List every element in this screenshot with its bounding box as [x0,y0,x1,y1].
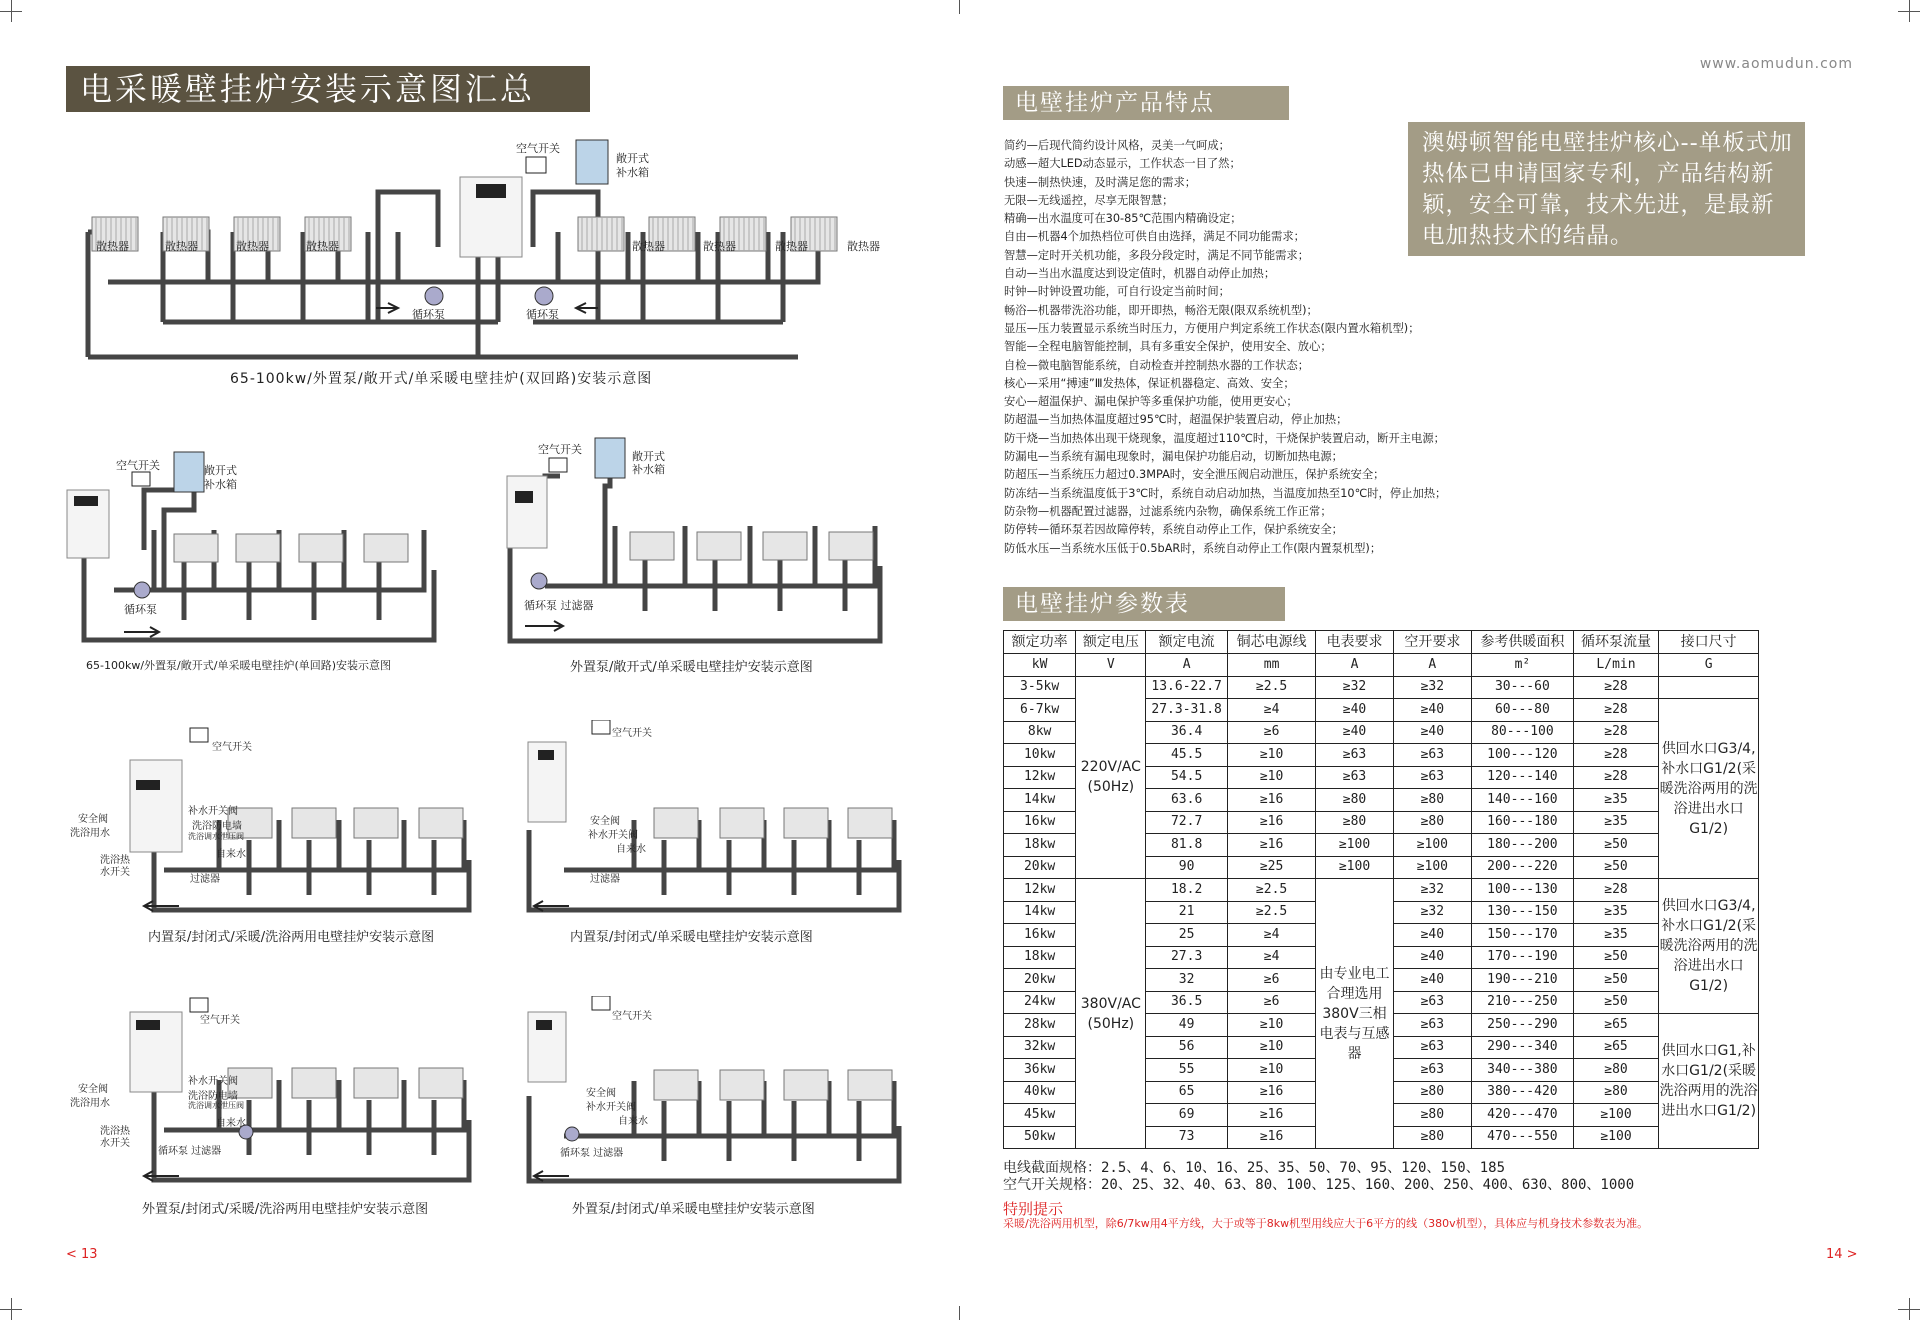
table-cell: ≥16 [1227,811,1316,834]
label-tank-2: 补水箱 [616,166,649,179]
table-cell: ≥63 [1393,1036,1471,1059]
label-bath-switch-2: 水开关 [100,867,130,878]
page-title: 电采暖壁挂炉安装示意图汇总 [66,66,590,112]
page-number-left: < 13 [66,1247,98,1262]
diagram-external-single [524,996,924,1190]
table-cell: 73 [1146,1126,1227,1149]
air-switch-box [549,458,567,472]
table-cell: ≥40 [1316,699,1393,722]
label-bath-scald: 洗浴防电墙 [188,1091,238,1102]
label-pump: 循环泵 [412,308,445,321]
table-cell: ≥80 [1393,789,1471,812]
table-header-cell: 电表要求 [1316,631,1393,654]
table-cell: 100---130 [1472,879,1574,902]
pump-icon [425,287,443,305]
table-unit-cell: A [1146,654,1227,677]
table-cell: ≥16 [1227,1104,1316,1127]
diagram-internal-dual [64,720,494,920]
diagram-external-dual [64,990,494,1190]
feature-item: 无限—无线遥控，尽享无限智慧； [1004,193,1174,207]
table-unit-cell: mm [1227,654,1316,677]
table-cell: 13.6-22.7 [1146,676,1227,699]
feature-item: 防干烧—当加热体出现干烧现象，温度超过110℃时，干烧保护装置启动，断开主电源； [1004,431,1445,445]
feature-item: 畅浴—机器带洗浴功能，即开即热，畅浴无限(限双系统机型)； [1004,303,1318,317]
table-cell: 120---140 [1472,766,1574,789]
diagram-caption: 外置泵/敞开式/单采暖电壁挂炉安装示意图 [570,660,813,675]
table-cell: ≥63 [1393,991,1471,1014]
table-cell: ≥50 [1573,991,1658,1014]
table-cell: 81.8 [1146,834,1227,857]
table-cell: 32 [1146,969,1227,992]
table-merged-cell: 供回水口G3/4,补水口G1/2(采暖洗浴两用的洗浴进出水口G1/2) [1659,699,1759,879]
table-cell: ≥50 [1573,946,1658,969]
air-switch-box [592,720,610,734]
label-air-switch: 空气开关 [116,459,160,472]
table-cell: ≥10 [1227,1014,1316,1037]
table-cell: ≥40 [1393,699,1471,722]
table-cell: 90 [1146,856,1227,879]
table-cell: 55 [1146,1059,1227,1082]
table-cell: ≥35 [1573,901,1658,924]
pump-icon [134,582,150,598]
crop-mark [1909,1298,1910,1320]
wire-spec: 电线截面规格：2.5、4、6、10、16、25、35、50、70、95、120、150、185 [1003,1160,1506,1176]
table-cell: ≥2.5 [1227,676,1316,699]
label-air-switch: 空气开关 [538,443,582,456]
label-tap-water: 自来水 [618,1116,648,1127]
table-header-cell: 额定电流 [1146,631,1227,654]
table-row [1004,879,1759,902]
label-tap-water: 自来水 [216,849,246,860]
table-merged-cell: 供回水口G3/4,补水口G1/2(采暖洗浴两用的洗浴进出水口G1/2) [1659,879,1759,1014]
label-radiator: 散热器 [775,240,808,253]
crop-mark [1909,0,1910,22]
table-cell: ≥100 [1393,856,1471,879]
table-cell: 340---380 [1472,1059,1574,1082]
feature-item: 自动—当出水温度达到设定值时，机器自动停止加热； [1004,267,1276,281]
table-unit-cell: m² [1472,654,1574,677]
table-cell: ≥100 [1573,1126,1658,1149]
table-cell: 190---210 [1472,969,1574,992]
table-cell: ≥35 [1573,811,1658,834]
table-cell: ≥6 [1227,721,1316,744]
table-cell: ≥63 [1393,744,1471,767]
params-table [1003,630,1759,1149]
table-cell: ≥32 [1316,676,1393,699]
label-pump-filter: 循环泵 过滤器 [524,599,594,612]
table-cell: 27.3 [1146,946,1227,969]
table-cell: 72.7 [1146,811,1227,834]
pump-icon [535,287,553,305]
table-cell: 140---160 [1472,789,1574,812]
table-cell: 180---200 [1472,834,1574,857]
table-cell: 27.3-31.8 [1146,699,1227,722]
table-cell: 63.6 [1146,789,1227,812]
table-cell: ≥80 [1393,1126,1471,1149]
table-cell: 36.5 [1146,991,1227,1014]
label-bath-scald: 洗浴防电墙 [192,821,242,832]
table-cell: ≥2.5 [1227,879,1316,902]
table-unit-row [1004,654,1759,677]
table-cell: ≥16 [1227,789,1316,812]
label-pump: 循环泵 [124,603,157,616]
label-radiator: 散热器 [632,240,665,253]
diagram-caption: 内置泵/封闭式/采暖/洗浴两用电壁挂炉安装示意图 [148,930,435,945]
label-radiator: 散热器 [236,240,269,253]
label-filter: 过滤器 [190,874,220,885]
label-tap-water: 自来水 [616,844,646,855]
table-cell: 18kw [1004,834,1076,857]
boiler-unit [507,476,547,548]
feature-item: 动感—超大LED动态显示，工作状态一目了然； [1004,157,1241,171]
table-cell: ≥2.5 [1227,901,1316,924]
table-cell: 290---340 [1472,1036,1574,1059]
feature-item: 核心—采用“搏速”Ⅲ发热体，保证机器稳定、高效、安全； [1004,376,1295,390]
table-cell: 18kw [1004,946,1076,969]
table-header-row [1004,631,1759,654]
water-tank [595,438,625,478]
table-cell: ≥80 [1316,789,1393,812]
label-tank-1: 敞开式 [632,450,665,463]
table-cell: ≥40 [1393,924,1471,947]
label-makeup-valve: 补水开关阀 [586,1102,636,1113]
table-cell: 30---60 [1472,676,1574,699]
table-cell: ≥6 [1227,969,1316,992]
table-cell: ≥50 [1573,834,1658,857]
label-bath-mix: 洗浴调水泄压阀 [188,1101,244,1110]
table-cell: 40kw [1004,1081,1076,1104]
table-header-cell: 接口尺寸 [1659,631,1759,654]
tip-title: 特别提示 [1003,1200,1064,1218]
table-cell: ≥50 [1573,969,1658,992]
table-cell: 380---420 [1472,1081,1574,1104]
table-cell: ≥63 [1393,766,1471,789]
table-cell: ≥10 [1227,1036,1316,1059]
feature-item: 自检—微电脑智能系统，自动检查并控制热水器的工作状态； [1004,358,1310,372]
crop-mark [959,1306,960,1320]
table-header-cell: 参考供暖面积 [1472,631,1574,654]
table-cell: ≥6 [1227,991,1316,1014]
table-cell: 3-5kw [1004,676,1076,699]
crop-mark [11,1298,12,1320]
feature-item: 简约—后现代简约设计风格，灵美一气呵成； [1004,139,1230,152]
label-air-switch: 空气开关 [516,142,560,155]
diagram-internal-single [524,720,924,920]
label-air-switch: 空气开关 [612,728,652,739]
page-number-right: 14 > [1826,1247,1858,1262]
table-cell: ≥80 [1393,1081,1471,1104]
label-tank-1: 敞开式 [204,464,237,477]
table-cell: ≥16 [1227,1126,1316,1149]
label-tank-2: 补水箱 [204,478,237,491]
table-cell: 21 [1146,901,1227,924]
table-merged-cell: 380V/AC (50Hz) [1076,879,1146,1149]
table-cell: 69 [1146,1104,1227,1127]
label-tank-1: 敞开式 [616,152,649,165]
table-cell: ≥63 [1393,1059,1471,1082]
table-cell: 210---250 [1472,991,1574,1014]
boiler-unit [130,760,182,852]
label-filter: 过滤器 [590,874,620,885]
table-cell: ≥63 [1316,766,1393,789]
label-safety-valve: 安全阀 [586,1088,616,1099]
table-unit-cell: G [1659,654,1759,677]
table-cell: 470---550 [1472,1126,1574,1149]
table-cell: ≥40 [1316,721,1393,744]
feature-item: 防超压—当系统压力超过0.3MPA时，安全泄压阀启动泄压，保护系统安全； [1004,468,1385,482]
air-switch-box [190,998,208,1012]
table-cell: ≥28 [1573,744,1658,767]
table-unit-cell: L/min [1573,654,1658,677]
table-header-cell: 额定电压 [1076,631,1146,654]
feature-item: 防低水压—当系统水压低于0.5bAR时，系统自动停止工作(限内置泵机型)； [1004,541,1382,555]
feature-item: 精确—出水温度可在30-85℃范围内精确设定； [1004,212,1242,226]
label-radiator: 散热器 [847,240,880,253]
table-merged-cell: 供回水口G1,补水口G1/2(采暖洗浴两用的洗浴进出水口G1/2) [1659,1014,1759,1149]
water-tank [174,452,204,492]
label-safety-valve: 安全阀 [590,816,620,827]
table-cell: 45kw [1004,1104,1076,1127]
air-switch-box [132,472,150,486]
table-cell: ≥35 [1573,924,1658,947]
table-cell: 420---470 [1472,1104,1574,1127]
label-safety-valve: 安全阀 [78,814,108,825]
table-cell: 10kw [1004,744,1076,767]
label-radiator: 散热器 [306,240,339,253]
table-cell: ≥28 [1573,879,1658,902]
table-cell: 16kw [1004,811,1076,834]
params-title: 电壁挂炉参数表 [1003,587,1285,621]
table-cell: 24kw [1004,991,1076,1014]
table-cell: ≥28 [1573,676,1658,699]
table-cell: 6-7kw [1004,699,1076,722]
label-bath-mix: 洗浴调水泄压阀 [188,832,244,841]
flow-arrow-icon [576,303,598,313]
air-switch-box [526,157,546,173]
label-tank-2: 补水箱 [632,463,665,476]
flow-arrow-icon [525,621,563,631]
table-cell: ≥80 [1573,1059,1658,1082]
table-cell: 12kw [1004,766,1076,789]
table-cell: 32kw [1004,1036,1076,1059]
table-cell: 28kw [1004,1014,1076,1037]
label-bath-water: 洗浴用水 [70,828,110,839]
diagram-single-loop [64,450,464,650]
label-makeup-valve: 补水开关阀 [188,1076,238,1087]
table-cell: ≥50 [1573,856,1658,879]
label-bath-switch-1: 洗浴热 [100,855,130,866]
table-cell: 54.5 [1146,766,1227,789]
table-cell: ≥16 [1227,1081,1316,1104]
table-unit-cell: V [1076,654,1146,677]
label-makeup-valve: 补水开关阀 [588,830,638,841]
table-cell: 170---190 [1472,946,1574,969]
pump-icon [565,1127,579,1141]
label-tap-water: 自来水 [216,1118,246,1129]
air-switch-box [592,996,610,1010]
table-cell: ≥32 [1393,676,1471,699]
table-cell: 50kw [1004,1126,1076,1149]
diagram-double-loop [78,132,898,382]
table-cell: 16kw [1004,924,1076,947]
feature-item: 防杂物—机器配置过滤器，过滤系统内杂物，确保系统工作正常； [1004,504,1332,518]
label-makeup-valve: 补水开关阀 [188,806,238,817]
label-radiator: 散热器 [703,240,736,253]
table-cell: ≥40 [1393,721,1471,744]
feature-item: 显压—压力装置显示系统当时压力，方便用户判定系统工作状态(限内置水箱机型)； [1004,321,1420,335]
diagram-caption: 外置泵/封闭式/采暖/洗浴两用电壁挂炉安装示意图 [142,1202,429,1217]
table-cell: ≥40 [1393,946,1471,969]
label-pump-filter: 循环泵 过滤器 [158,1146,222,1157]
table-cell: 150---170 [1472,924,1574,947]
table-cell: 8kw [1004,721,1076,744]
table-cell: 49 [1146,1014,1227,1037]
table-cell: ≥80 [1393,1104,1471,1127]
table-cell: ≥100 [1316,856,1393,879]
table-cell [1659,676,1759,699]
diagram-open-single-heating [505,436,905,646]
diagram-caption: 外置泵/封闭式/单采暖电壁挂炉安装示意图 [572,1202,815,1217]
crop-mark [959,0,960,14]
table-cell: 25 [1146,924,1227,947]
table-cell: ≥100 [1573,1104,1658,1127]
air-switch-box [190,728,208,742]
table-cell: 200---220 [1472,856,1574,879]
feature-item: 智能—全程电脑智能控制，具有多重安全保护，使用安全、放心； [1004,340,1332,354]
feature-item: 自由—机器4个加热档位可供自由选择，满足不同功能需求； [1004,230,1305,244]
table-cell: 14kw [1004,789,1076,812]
feature-item: 防冻结—当系统温度低于3℃时，系统自动启动加热，当温度加热至10℃时，停止加热； [1004,486,1447,500]
table-cell: 80---100 [1472,721,1574,744]
label-air-switch: 空气开关 [612,1011,652,1022]
table-cell: 14kw [1004,901,1076,924]
table-merged-cell: 220V/AC (50Hz) [1076,676,1146,879]
features-title: 电壁挂炉产品特点 [1003,86,1289,120]
table-cell: 12kw [1004,879,1076,902]
pump-icon [531,573,547,589]
table-cell: ≥100 [1316,834,1393,857]
table-cell: 56 [1146,1036,1227,1059]
table-cell: 65 [1146,1081,1227,1104]
table-cell: ≥32 [1393,901,1471,924]
feature-item: 防超温—当加热体温度超过95℃时，超温保护装置启动，停止加热； [1004,413,1348,427]
diagram-caption: 65-100kw/外置泵/敞开式/单采暖电壁挂炉(单回路)安装示意图 [86,659,392,672]
switch-spec: 空气开关规格：20、25、32、40、63、80、100、125、160、200、250、400、630、800、1000 [1003,1177,1635,1193]
table-cell: ≥40 [1393,969,1471,992]
table-cell: ≥28 [1573,699,1658,722]
table-cell: ≥28 [1573,766,1658,789]
table-header-cell: 循环泵流量 [1573,631,1658,654]
table-cell: ≥16 [1227,834,1316,857]
highlight-box: 澳姆顿智能电壁挂炉核心--单板式加热体已申请国家专利，产品结构新颖，安全可靠，技术先进，是最新电加热技术的结晶。 [1408,122,1805,256]
table-merged-cell: 由专业电工合理选用380V三相电表与互感器 [1316,879,1393,1149]
feature-item: 智慧—定时开关机功能，多段分段定时，满足不同节能需求； [1004,248,1310,262]
label-air-switch: 空气开关 [212,742,252,753]
table-row [1004,676,1759,699]
table-cell: ≥65 [1573,1036,1658,1059]
table-cell: 18.2 [1146,879,1227,902]
label-bath-switch-2: 水开关 [100,1138,130,1149]
label-bath-switch-1: 洗浴热 [100,1126,130,1137]
table-unit-cell: A [1316,654,1393,677]
table-cell: ≥25 [1227,856,1316,879]
water-tank [576,140,608,184]
table-cell: ≥80 [1316,811,1393,834]
table-cell: ≥100 [1393,834,1471,857]
table-cell: 36.4 [1146,721,1227,744]
table-header-cell: 铜芯电源线 [1227,631,1316,654]
feature-item: 安心—超温保护、漏电保护等多重保护功能，使用更安心； [1004,395,1298,409]
label-radiator: 散热器 [96,240,129,253]
table-cell: ≥32 [1393,879,1471,902]
label-bath-water: 洗浴用水 [70,1098,110,1109]
table-cell: ≥63 [1393,1014,1471,1037]
website-url: www.aomudun.com [1699,56,1853,72]
table-cell: ≥10 [1227,1059,1316,1082]
boiler-display [476,184,506,198]
table-cell: ≥35 [1573,789,1658,812]
table-cell: ≥10 [1227,766,1316,789]
table-cell: ≥28 [1573,721,1658,744]
feature-item: 防停转—循环泵若因故障停转，系统自动停止工作，保护系统安全； [1004,523,1343,537]
label-safety-valve: 安全阀 [78,1084,108,1095]
table-cell: ≥80 [1393,811,1471,834]
radiator [578,217,624,251]
table-cell: 100---120 [1472,744,1574,767]
table-cell: 45.5 [1146,744,1227,767]
table-unit-cell: kW [1004,654,1076,677]
table-cell: 130---150 [1472,901,1574,924]
tip-text: 采暖/洗浴两用机型，除6/7kw用4平方线，大于或等于8kw机型用线应大于6平方的线（380v机型），具体应与机身技术参数表为准。 [1003,1217,1649,1230]
label-pump-filter: 循环泵 过滤器 [560,1148,624,1159]
table-cell: ≥80 [1573,1081,1658,1104]
flow-arrow-icon [124,627,159,637]
crop-mark [11,0,12,22]
table-cell: ≥65 [1573,1014,1658,1037]
table-header-cell: 空开要求 [1393,631,1471,654]
feature-item: 时钟—时钟设置功能，可自行设定当前时间； [1004,285,1230,299]
table-cell: 60---80 [1472,699,1574,722]
table-cell: ≥63 [1316,744,1393,767]
diagram-caption: 内置泵/封闭式/单采暖电壁挂炉安装示意图 [570,930,813,945]
table-header-cell: 额定功率 [1004,631,1076,654]
table-unit-cell: A [1393,654,1471,677]
feature-item: 快速—制热快速，及时满足您的需求； [1004,175,1197,189]
table-cell: 160---180 [1472,811,1574,834]
feature-item: 防漏电—当系统有漏电现象时，漏电保护功能启动，切断加热电源； [1004,450,1343,464]
table-cell: ≥10 [1227,744,1316,767]
table-cell: 36kw [1004,1059,1076,1082]
label-radiator: 散热器 [165,240,198,253]
table-cell: ≥4 [1227,924,1316,947]
diagram-caption: 65-100kw/外置泵/敞开式/单采暖电壁挂炉(双回路)安装示意图 [230,371,653,387]
table-cell: ≥4 [1227,946,1316,969]
table-cell: 250---290 [1472,1014,1574,1037]
label-air-switch: 空气开关 [200,1015,240,1026]
label-pump: 循环泵 [526,308,559,321]
table-cell: 20kw [1004,969,1076,992]
table-cell: ≥4 [1227,699,1316,722]
table-cell: 20kw [1004,856,1076,879]
